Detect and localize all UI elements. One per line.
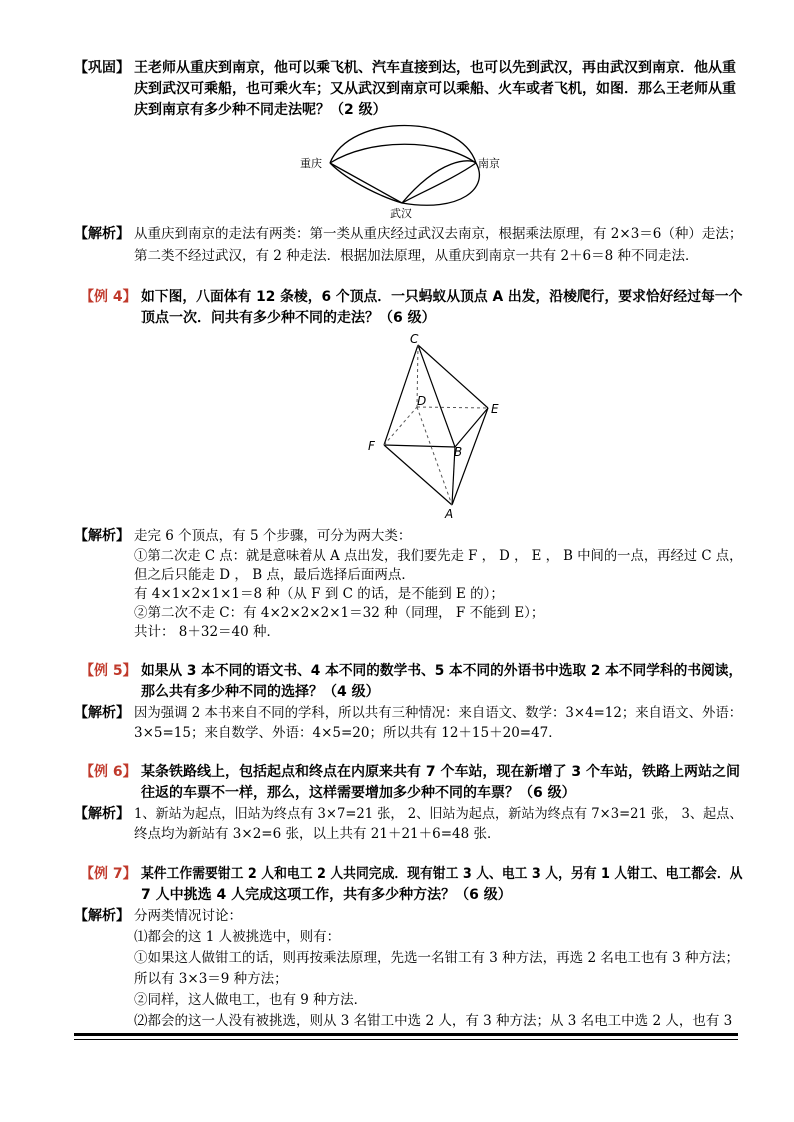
vertex-e-label: E: [491, 402, 499, 416]
octahedron-diagram: [360, 330, 510, 520]
example-4-solution-tag: 【解析】: [74, 528, 130, 544]
example-5-line-1: 如果从 3 本不同的语文书、4 本不同的数学书、5 本不同的外语书中选取 2 本不同学科的书阅读，: [141, 663, 743, 679]
example-6-line-2: 往返的车票不一样，那么，这样需要增加多少种不同的车票？（6 级）: [141, 785, 576, 801]
example-4-tag: 【例 4】: [80, 289, 137, 305]
consolidate-line-3: 庆到南京有多少种不同走法呢？（2 级）: [134, 102, 387, 118]
example-7-solution-line-2: ⑴都会的这 1 人被挑选中，则有：: [134, 929, 341, 945]
route-diagram: [290, 118, 520, 224]
example-4-solution-line-1: 走完 6 个顶点，有 5 个步骤，可分为两大类：: [134, 528, 412, 544]
example-6-solution-line-2: 终点均为新站有 3×2=6 张，以上共有 21＋21＋6=48 张．: [134, 826, 501, 842]
node-wuhan: 武汉: [390, 207, 412, 220]
example-4-solution-line-2: ①第二次走 C 点：就是意味着从 A 点出发，我们要先走 F ， D ， E ， B 中间的一点，再经过 C 点，: [134, 548, 743, 564]
vertex-c-label: C: [410, 332, 419, 346]
example-6-tag: 【例 6】: [80, 764, 137, 780]
consolidate-tag: 【巩固】: [74, 60, 130, 76]
consolidate-solution-line-2: 第二类不经过武汉，有 2 种走法．根据加法原理，从重庆到南京一共有 2＋6＝8 种不同走法．: [134, 248, 699, 264]
example-4-solution-line-3: 但之后只能走 D ， B 点，最后选择后面两点．: [134, 567, 415, 583]
example-4-line-1: 如下图，八面体有 12 条棱，6 个顶点．一只蚂蚁从顶点 A 出发，沿棱爬行，要求恰好经过每一个: [141, 289, 743, 305]
example-7-solution-line-3: ①如果这人做钳工的话，则再按乘法原理，先选一名钳工有 3 种方法，再选 2 名电工也有 3 种方法；: [134, 950, 740, 966]
example-7-solution-line-5: ②同样，这人做电工，也有 9 种方法．: [134, 992, 368, 1008]
example-7-tag: 【例 7】: [80, 866, 137, 882]
example-6-solution-line-1: 1、新站为起点，旧站为终点有 3×7=21 张， 2、旧站为起点，新站为终点有 7×3=21 张， 3、起点、: [134, 806, 743, 822]
vertex-f-label: F: [368, 439, 375, 453]
example-6-line-1: 某条铁路线上，包括起点和终点在内原来共有 7 个车站，现在新增了 3 个车站，铁路上两站之间: [141, 764, 740, 780]
example-5-solution-tag: 【解析】: [74, 705, 130, 721]
example-4-solution-line-5: ②第二次不走 C：有 4×2×2×2×1＝32 种（同理， F 不能到 E）；: [134, 605, 545, 621]
vertex-d-label: D: [417, 394, 427, 408]
example-5-tag: 【例 5】: [80, 663, 137, 679]
vertex-a-label: A: [445, 507, 454, 520]
example-4-solution-line-6: 共计： 8＋32＝40 种．: [134, 624, 281, 640]
node-chongqing: 重庆: [300, 157, 322, 170]
example-6-solution-tag: 【解析】: [74, 806, 130, 822]
example-7-line-1: 某件工作需要钳工 2 人和电工 2 人共同完成．现有钳工 3 人、电工 3 人，另有 1 人钳工、电工都会．从: [141, 866, 743, 882]
example-4-solution-line-4: 有 4×1×2×1×1＝8 种（从 F 到 C 的话，是不能到 E 的）；: [134, 586, 504, 602]
example-4-line-2: 顶点一次．问共有多少种不同的走法？（6 级）: [141, 310, 436, 326]
example-7-solution-line-4: 所以有 3×3＝9 种方法；: [134, 971, 288, 987]
consolidate-line-1: 王老师从重庆到南京，他可以乘飞机、汽车直接到达，也可以先到武汉，再由武汉到南京．他从重: [134, 60, 736, 76]
example-7-line-2: 7 人中挑选 4 人完成这项工作，共有多少种方法？（6 级）: [141, 887, 512, 903]
example-5-solution-line-2: 3×5=15；来自数学、外语：4×5=20；所以共有 12＋15＋20=47．: [134, 725, 562, 741]
node-nanjing: 南京: [478, 157, 500, 170]
consolidate-line-2: 庆到武汉可乘船，也可乘火车；又从武汉到南京可以乘船、火车或者飞机，如图．那么王老师从重: [134, 81, 736, 97]
example-5-line-2: 那么共有多少种不同的选择？（4 级）: [141, 684, 380, 700]
vertex-b-label: B: [454, 445, 463, 459]
footer-rule: [74, 1033, 738, 1036]
footer-rule-thin: [74, 1039, 738, 1040]
consolidate-solution-tag: 【解析】: [74, 226, 130, 242]
example-7-solution-line-1: 分两类情况讨论：: [134, 908, 242, 924]
consolidate-solution-line-1: 从重庆到南京的走法有两类：第一类从重庆经过武汉去南京，根据乘法原理，有 2×3＝6（种）走法；: [134, 226, 743, 242]
example-7-solution-line-6: ⑵都会的这一人没有被挑选，则从 3 名钳工中选 2 人，有 3 种方法；从 3 名电工中选 2 人，也有 3: [134, 1013, 733, 1029]
example-5-solution-line-1: 因为强调 2 本书来自不同的学科，所以共有三种情况：来自语文、数学：3×4=12；来自语文、外语：: [134, 705, 743, 721]
example-7-solution-tag: 【解析】: [74, 908, 130, 924]
